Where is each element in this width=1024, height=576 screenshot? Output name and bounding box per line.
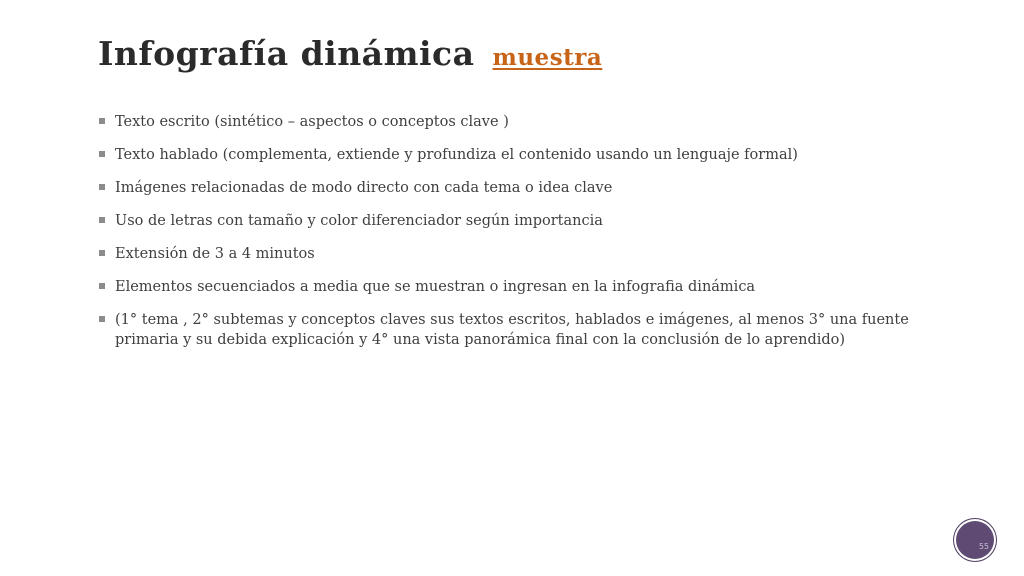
square-bullet-icon (99, 118, 105, 124)
bullet-text: Imágenes relacionadas de modo directo con cada tema o idea clave (115, 180, 613, 196)
bullet-item (99, 244, 919, 264)
slide-number-badge (956, 521, 994, 559)
square-bullet-icon (99, 250, 105, 256)
slide-number: 55 (978, 542, 989, 551)
square-bullet-icon (99, 151, 105, 157)
bullet-item (99, 178, 919, 198)
bullet-text: Texto hablado (complementa, extiende y profundiza el contenido usando un lenguaje formal) (115, 147, 798, 163)
square-bullet-icon (99, 217, 105, 223)
bullet-item (99, 277, 919, 297)
square-bullet-icon (99, 316, 105, 322)
sample-link[interactable]: muestra (492, 44, 603, 71)
bullet-item (99, 310, 919, 350)
bullet-item (99, 211, 919, 231)
bullet-text: Uso de letras con tamaño y color diferenciador según importancia (115, 213, 603, 229)
bullet-text: (1° tema , 2° subtemas y conceptos claves sus textos escritos, hablados e imágenes, al menos 3° una fuente primaria y su debida explicación y 4° una vista panorámica final con la conclusión de lo aprendido) (115, 312, 909, 348)
bullet-text: Extensión de 3 a 4 minutos (115, 246, 315, 262)
square-bullet-icon (99, 184, 105, 190)
slide-title (98, 34, 602, 73)
bullet-item (99, 145, 919, 165)
bullet-list (99, 112, 919, 363)
square-bullet-icon (99, 283, 105, 289)
slide-title-text: Infografía dinámica (98, 34, 475, 73)
bullet-text: Elementos secuenciados a media que se muestran o ingresan en la infografia dinámica (115, 279, 756, 295)
bullet-text: Texto escrito (sintético – aspectos o conceptos clave ) (115, 114, 509, 130)
bullet-item (99, 112, 919, 132)
